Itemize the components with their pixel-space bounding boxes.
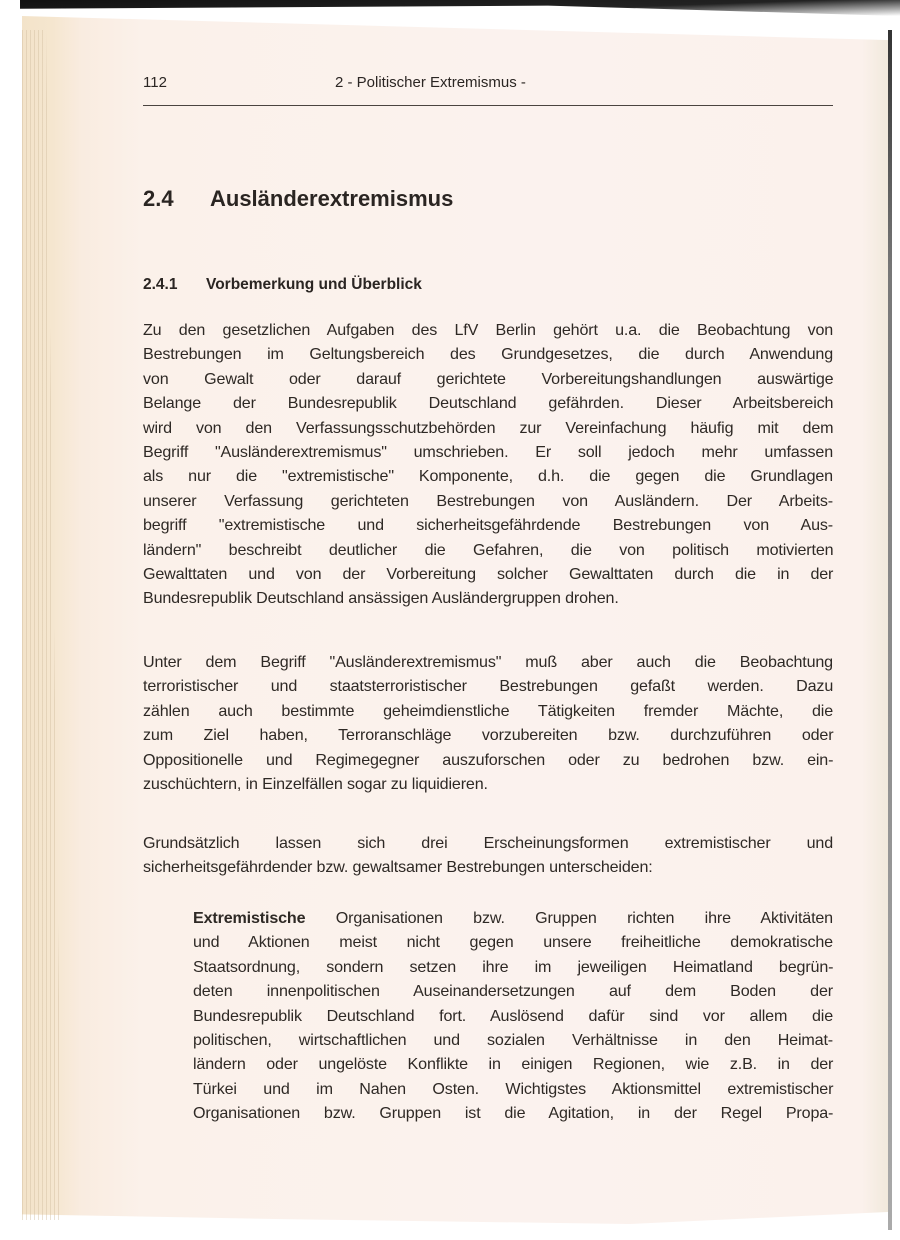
subsection-number: 2.4.1 (143, 276, 178, 293)
text-line: ländern" beschreibt deutlicher die Gefahren, die von politisch motivierten (143, 540, 834, 559)
subsection-title: Vorbemerkung und Überblick (206, 276, 422, 293)
text-line: Zu den gesetzlichen Aufgaben des LfV Berlin gehört u.a. die Beobachtung von (143, 321, 834, 339)
text-line: zählen auch bestimmte geheimdienstliche Tätigkeiten fremder Mächte, die (143, 701, 833, 720)
text-line: Gewalttaten und von der Vorbereitung solcher Gewalttaten durch die in der (143, 565, 834, 584)
paragraph-intro (143, 318, 833, 611)
text-line: Bestrebungen im Geltungsbereich des Grundgesetzes, die durch Anwendung (143, 345, 833, 364)
section-heading (143, 186, 453, 212)
scan-top-shadow (20, 0, 900, 16)
text-line: Grundsätzlich lassen sich drei Erscheinungsformen extremistischer und (143, 834, 833, 852)
text-line: Bundesrepublik Deutschland fort. Auslösend dafür sind vor allem die (193, 1006, 833, 1025)
text-line: zuschüchtern, in Einzelfällen sogar zu liquidieren. (143, 775, 488, 794)
text-line: wird von den Verfassungsschutzbehörden zur Vereinfachung häufig mit dem (143, 418, 834, 437)
text-line: Unter dem Begriff "Ausländerextremismus" muß aber auch die Beobachtung (143, 653, 833, 671)
page-number: 112 (143, 74, 167, 91)
text-line: zum Ziel haben, Terroranschläge vorzubereiten bzw. durchzuführen oder (143, 726, 834, 745)
text-line: Begriff "Ausländerextremismus" umschrieben. Er soll jedoch mehr umfassen (143, 443, 833, 462)
subsection-heading (143, 276, 422, 294)
running-head (143, 74, 833, 94)
text-line: von Gewalt oder darauf gerichtete Vorbereitungshandlungen auswärtige (143, 369, 834, 388)
text-line: Türkei und im Nahen Osten. Wichtigstes Aktionsmittel extremistischer (193, 1079, 834, 1098)
section-title: Ausländerextremismus (210, 186, 454, 211)
scan-right-shadow (888, 30, 892, 1230)
text-line: Oppositionelle und Regimegegner auszuforschen oder zu bedrohen bzw. ein- (143, 750, 834, 769)
paragraph-forms (143, 831, 833, 880)
text-line: deten innenpolitischen Auseinandersetzungen auf dem Boden der (193, 982, 833, 1001)
bold-term: Extremistische (193, 909, 306, 927)
indented-block-extremist (193, 906, 833, 1126)
text-line: politischen, wirtschaftlichen und sozialen Verhältnisse in den Heimat- (193, 1031, 833, 1050)
text-line: Belange der Bundesrepublik Deutschland gefährden. Dieser Arbeitsbereich (143, 394, 834, 413)
running-head-title: 2 - Politischer Extremismus - (335, 74, 526, 91)
text-line: Staatsordnung, sondern setzen ihre im jeweiligen Heimatland begrün- (193, 957, 834, 976)
text-line: Extremistische Organisationen bzw. Gruppen richten ihre Aktivitäten (193, 909, 833, 927)
section-number: 2.4 (143, 186, 174, 211)
text-line: Organisationen bzw. Gruppen ist die Agitation, in der Regel Propa- (193, 1104, 834, 1123)
header-rule (143, 105, 833, 106)
paragraph-terrorism (143, 650, 833, 796)
text-line: begriff "extremistische und sicherheitsgefährdende Bestrebungen von Aus- (143, 516, 833, 535)
text-line: ländern oder ungelöste Konflikte in einigen Regionen, wie z.B. in der (193, 1055, 834, 1074)
text-line: sicherheitsgefährdender bzw. gewaltsamer Bestrebungen unterscheiden: (143, 858, 653, 877)
text-line: terroristischer und staatsterroristischer Bestrebungen gefaßt werden. Dazu (143, 677, 834, 696)
text-line: als nur die "extremistische" Komponente, d.h. die gegen die Grundlagen (143, 467, 833, 486)
text-line: Bundesrepublik Deutschland ansässigen Ausländergruppen drohen. (143, 589, 619, 608)
text-line: und Aktionen meist nicht gegen unsere freiheitliche demokratische (193, 933, 833, 952)
text-line: unserer Verfassung gerichteten Bestrebungen von Ausländern. Der Arbeits- (143, 491, 833, 510)
